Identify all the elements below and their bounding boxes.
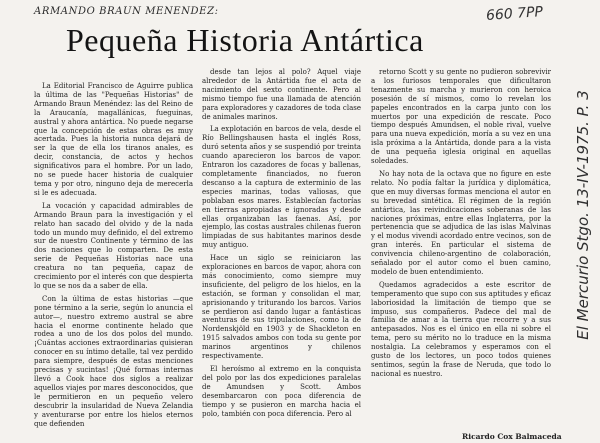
paragraph: desde tan lejos al polo? Aquel viaje alrededor de la Antártida fue el acta de nacimiento del sexto continente. Pero al mismo tiempo fue una llamada de atención para exploradores y cazadores de toda clase de animales marinos. xyxy=(202,68,361,121)
author-kicker: ARMANDO BRAUN MENENDEZ: xyxy=(34,6,219,17)
author-signature: Ricardo Cox Balmaceda xyxy=(462,432,562,441)
paragraph: La vocación y capacidad admirables de Armando Braun para la investigación y el relato han sacado del olvido y de la nada todo un mundo muy definido, el del extremo sur de nuestro Continente y término de las dos naciones que lo comparten. De esta serie de Pequeñas Historias nace una creatura no tan pequeña, capaz de crecimiento por el interés con que despierta lo que se nos da a saber de ella. xyxy=(34,201,193,290)
paragraph: No hay nota de la octava que no figure en este relato. No podía faltar la jurídica y diplomática, que en muy diversas formas menciona el autor en su brevedad sintética. El régimen de la región antártica, las reivindicaciones soberanas de las naciones próximas, entre ellas Inglaterra, por la pertenencia que se adjudica de las islas Malvinas y el modus vivendi acordado entre vecinos, son de gran interés. En particular el sistema de convivencia chileno-argentino de colaboración, señalado por el autor como el buen camino, modelo de buen entendimiento. xyxy=(371,169,551,276)
paragraph: La Editorial Francisco de Aguirre publica la última de las "Pequeñas Historias" de Armando Braun Menéndez: las del Reino de la Araucanía, magallánicas, fueguinas, austral y ahora antártica. No puede negarse que la concepción de estas obras es muy acertada. Pues la historia nunca dejará de ser la que de ella los tiranos anales, es decir, constancia, de actos y hechos significativos para el hombre. Por un lado, no se puede hacer historia de cualquier tema y por otro, ninguno deja de merecerla si le es adecuada. xyxy=(34,82,193,197)
paragraph: La explotación en barcos de vela, desde el Río Bellingshausen hasta el inglés Ross, duró setenta años y se suspendió por treinta cuando aparecieron los barcos de vapor. Entraron los cazadores de focas y ballenas, completamente financiados, no fueron descanso a la captura de exterminio de las especies marinas, todas valiosas, que poblaban esos mares. Establecían factorías en tierras apropiadas e ignoradas y desde ellas organizaban las faenas. Así, por ejemplo, las costas australes chilenas fueron limpiadas de sus habitantes marinos desde muy antiguo. xyxy=(202,125,361,250)
paragraph: Hace un siglo se reiniciaron las exploraciones en barcos de vapor, ahora con más conocimiento, como siempre muy insuficiente, del peligro de los hielos, en la estación, se forman y consolidan el mar, aprisionando y triturando los barcos. Varios se perdieron así dando lugar a fantásticas aventuras de sus tripulaciones, como la de Nordenskjöld en 1903 y de Shackleton en 1915 salvados ambos con toda su gente por marinos argentinos y chilenos respectivamente. xyxy=(202,254,361,361)
handwritten-source-note: El Mercurio Stgo. 13-IV-1975. P. 3 xyxy=(574,90,592,340)
article-title: Pequeña Historia Antártica xyxy=(66,22,424,58)
paragraph: El heroísmo al extremo en la conquista del polo por las dos expediciones paralelas de Amundsen y Scott. Ambos desembarcaron con poca diferencia de tiempo y se pusieron en marcha hacia el polo, también con poca diferencia. Pero al xyxy=(202,365,361,418)
paragraph: Con la última de estas historias —que pone término a la serie, según lo anuncia el autor—, nuestro extremo austral se abre hacia el enorme continente helado que rodea a uno de los dos polos del mundo. ¡Cuántas acciones extraordinarias quisieran conocer en su íntimo detalle, tal vez perdido para siempre, después de estas menciones precisas y sucintas! ¡Qué formas internas llevó a Cook hace dos siglos a realizar aquellos viajes por mares desconocidos, que le permitieron en un pequeño velero descubrir la insularidad de Nueva Zelandia y aventurarse por entre los hielos eternos que defienden xyxy=(34,294,193,428)
paragraph: Quedamos agradecidos a este escritor de temperamento que supo con sus aptitudes y eficaz laboriosidad la limitación de tiempo que se impuso, sus compañeros. Padece del mal de familia de amar a la tierra que recorre y a sus antepasados. Nos es el único en ella ni sobre el tema, pero su mérito no lo traduce en la misma nostalgia. La celebramos y esperamos con el gusto de los lectores, un poco todos quienes sentimos, según la frase de Neruda, que todo lo nacional es nuestro. xyxy=(371,280,551,378)
text-column-1 xyxy=(34,82,193,443)
text-column-2 xyxy=(202,68,361,443)
paragraph: retorno Scott y su gente no pudieron sobrevivir a los furiosos temporales que dificultaron tenazmente su marcha y murieron con heroica posesión de sí mismos, como lo revelan los papeles encontrados en la carpa junto con los muertos por una expedición de rescate. Poco tiempo después Amundsen, el noble rival, vuelve para una nueva expedición, moría a su vez en una isla próxima a la Antártida, donde para a la vista de una pequeña iglesia original en aquellas soledades. xyxy=(371,68,551,166)
handwritten-code: 660 7PP xyxy=(485,4,544,24)
text-column-3 xyxy=(371,68,551,443)
